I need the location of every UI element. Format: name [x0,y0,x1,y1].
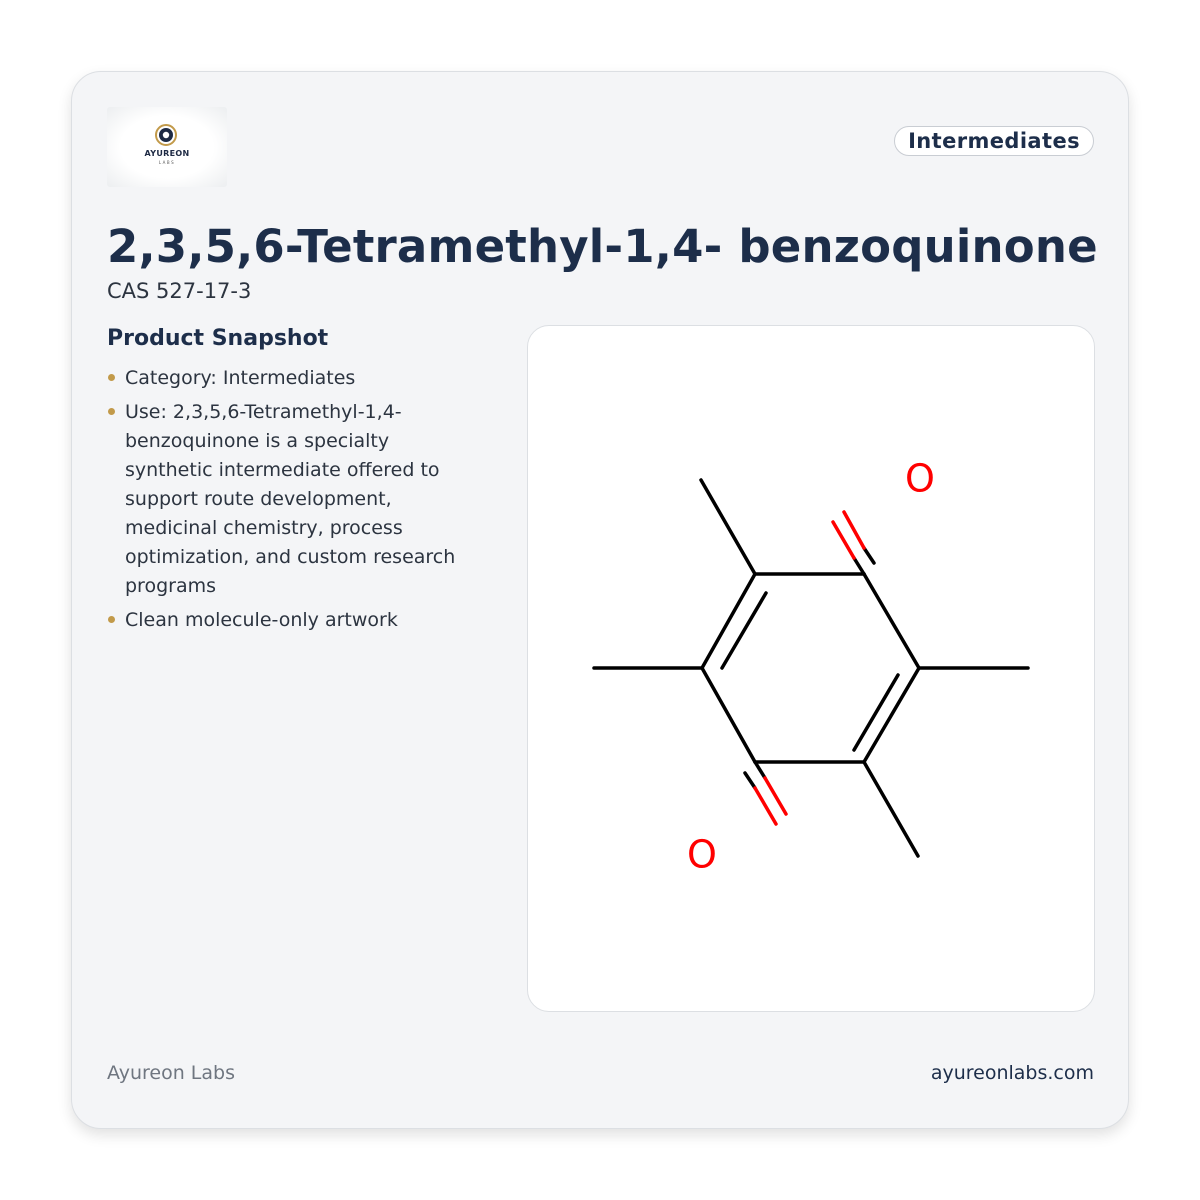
oxygen-bonds [755,512,864,824]
list-item-text: Use: 2,3,5,6-Tetramethyl-1,4- benzoquinone is a specialty synthetic intermediate offered to support route development, medicinal chemistry, process optimization, and custom research programs [125,401,456,597]
logo-subtitle: LABS [158,160,176,165]
carbon-bonds [594,480,1028,856]
product-title: 2,3,5,6-Tetramethyl-1,4- benzoquinone [107,220,1098,273]
list-item-text: Clean molecule-only artwork [125,609,398,631]
product-card [71,71,1129,1129]
list-item [107,364,467,393]
bullet-dot-icon [108,408,115,415]
oxygen-label-top: O [905,456,935,501]
snapshot-heading: Product Snapshot [107,326,329,351]
bullet-dot-icon [108,616,115,623]
oxygen-label-bottom: O [687,832,717,877]
list-item [107,398,467,601]
bullet-dot-icon [108,374,115,381]
brand-logo [107,107,227,187]
cas-number: CAS 527-17-3 [107,279,252,303]
footer-website-link[interactable]: ayureonlabs.com [930,1062,1094,1084]
logo-name: AYUREON [144,149,190,158]
list-item-text: Category: Intermediates [125,367,356,389]
molecule-panel [527,325,1095,1012]
molecule-structure [528,326,1096,1013]
eye-icon [154,123,178,147]
list-item [107,606,467,635]
category-badge: Intermediates [894,126,1094,156]
footer-company: Ayureon Labs [107,1062,235,1084]
snapshot-list [107,364,467,640]
